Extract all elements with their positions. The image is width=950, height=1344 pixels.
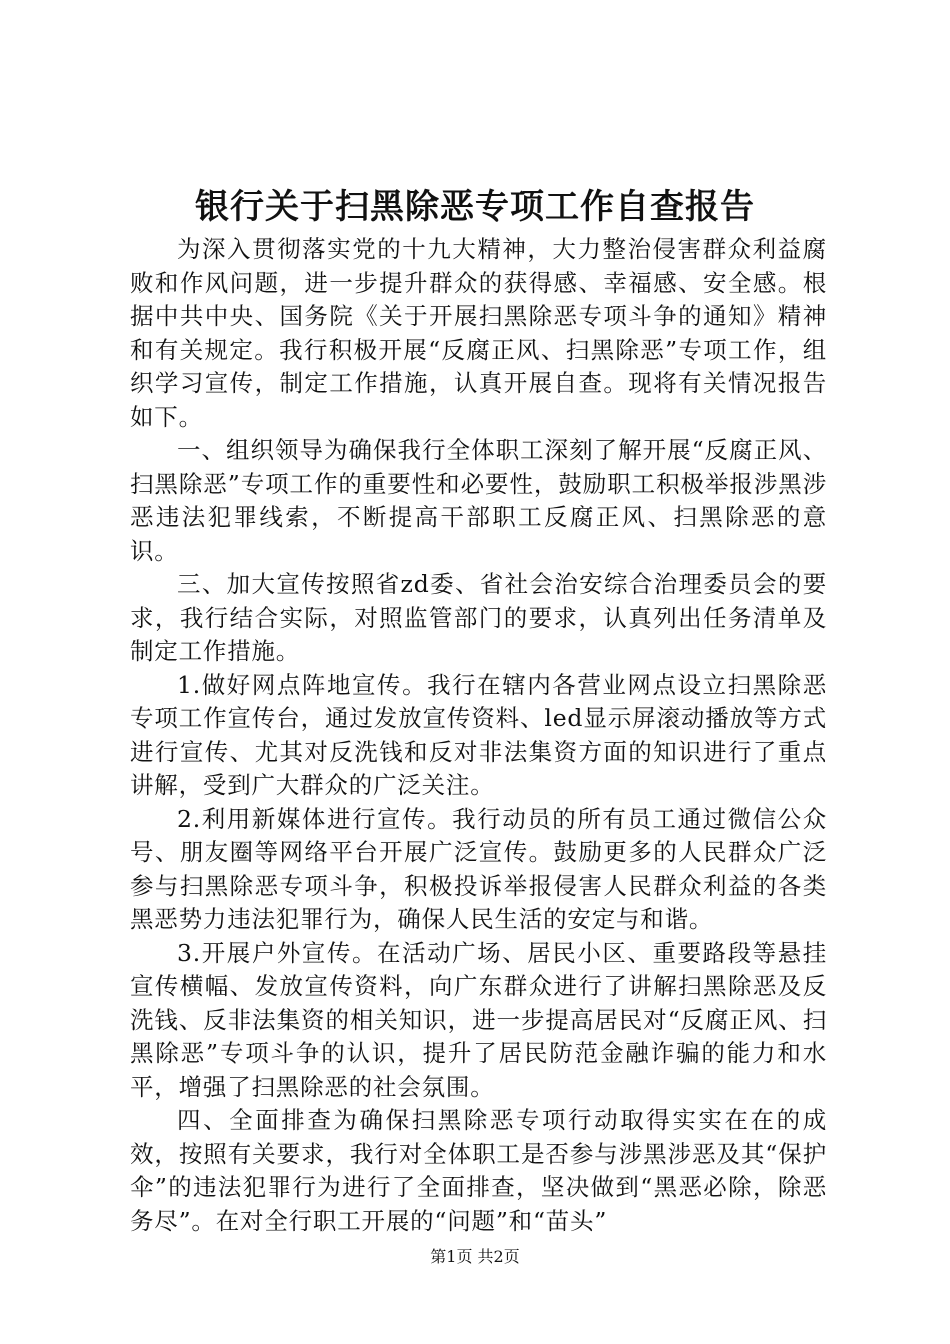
paragraph-section-1: 一、组织领导为确保我行全体职工深刻了解开展“反腐正风、扫黑除恶”专项工作的重要性和必要性，鼓励职工积极举报涉黑涉恶违法犯罪线索，不断提高干部职工反腐正风、扫黑除恶的意识。: [130, 436, 827, 565]
paragraph-item-2: 2.利用新媒体进行宣传。我行动员的所有员工通过微信公众号、朋友圈等网络平台开展广泛宣传。鼓励更多的人民群众广泛参与扫黑除恶专项斗争，积极投诉举报侵害人民群众利益的各类黑恶势力违法犯罪行为，确保人民生活的安定与和谐。: [130, 804, 827, 933]
paragraph-intro: 为深入贯彻落实党的十九大精神，大力整治侵害群众利益腐败和作风问题，进一步提升群众的获得感、幸福感、安全感。根据中共中央、国务院《关于开展扫黑除恶专项斗争的通知》精神和有关规定。我行积极开展“反腐正风、扫黑除恶”专项工作，组织学习宣传，制定工作措施，认真开展自查。现将有关情况报告如下。: [130, 235, 827, 431]
paragraph-item-1: 1.做好网点阵地宣传。我行在辖内各营业网点设立扫黑除恶专项工作宣传台，通过发放宣传资料、led显示屏滚动播放等方式进行宣传、尤其对反洗钱和反对非法集资方面的知识进行了重点讲解，受到广大群众的广泛关注。: [130, 670, 827, 799]
paragraph-section-3: 三、加大宣传按照省zd委、省社会治安综合治理委员会的要求，我行结合实际，对照监管部门的要求，认真列出任务清单及制定工作措施。: [130, 570, 827, 665]
paragraph-item-3: 3.开展户外宣传。在活动广场、居民小区、重要路段等悬挂宣传横幅、发放宣传资料，向广东群众进行了讲解扫黑除恶及反洗钱、反非法集资的相关知识，进一步提高居民对“反腐正风、扫黑除恶”专项斗争的认识，提升了居民防范金融诈骗的能力和水平，增强了扫黑除恶的社会氛围。: [130, 938, 827, 1101]
paragraph-section-4: 四、全面排查为确保扫黑除恶专项行动取得实实在在的成效，按照有关要求，我行对全体职工是否参与涉黑涉恶及其“保护伞”的违法犯罪行为进行了全面排查，坚决做到“黑恶必除，除恶务尽”。在对全行职工开展的“问题”和“苗头”: [130, 1106, 827, 1235]
document-body: [130, 233, 827, 1238]
document-title: 银行关于扫黑除恶专项工作自查报告: [195, 187, 755, 227]
page-footer: 第1页 共2页: [430, 1247, 520, 1266]
